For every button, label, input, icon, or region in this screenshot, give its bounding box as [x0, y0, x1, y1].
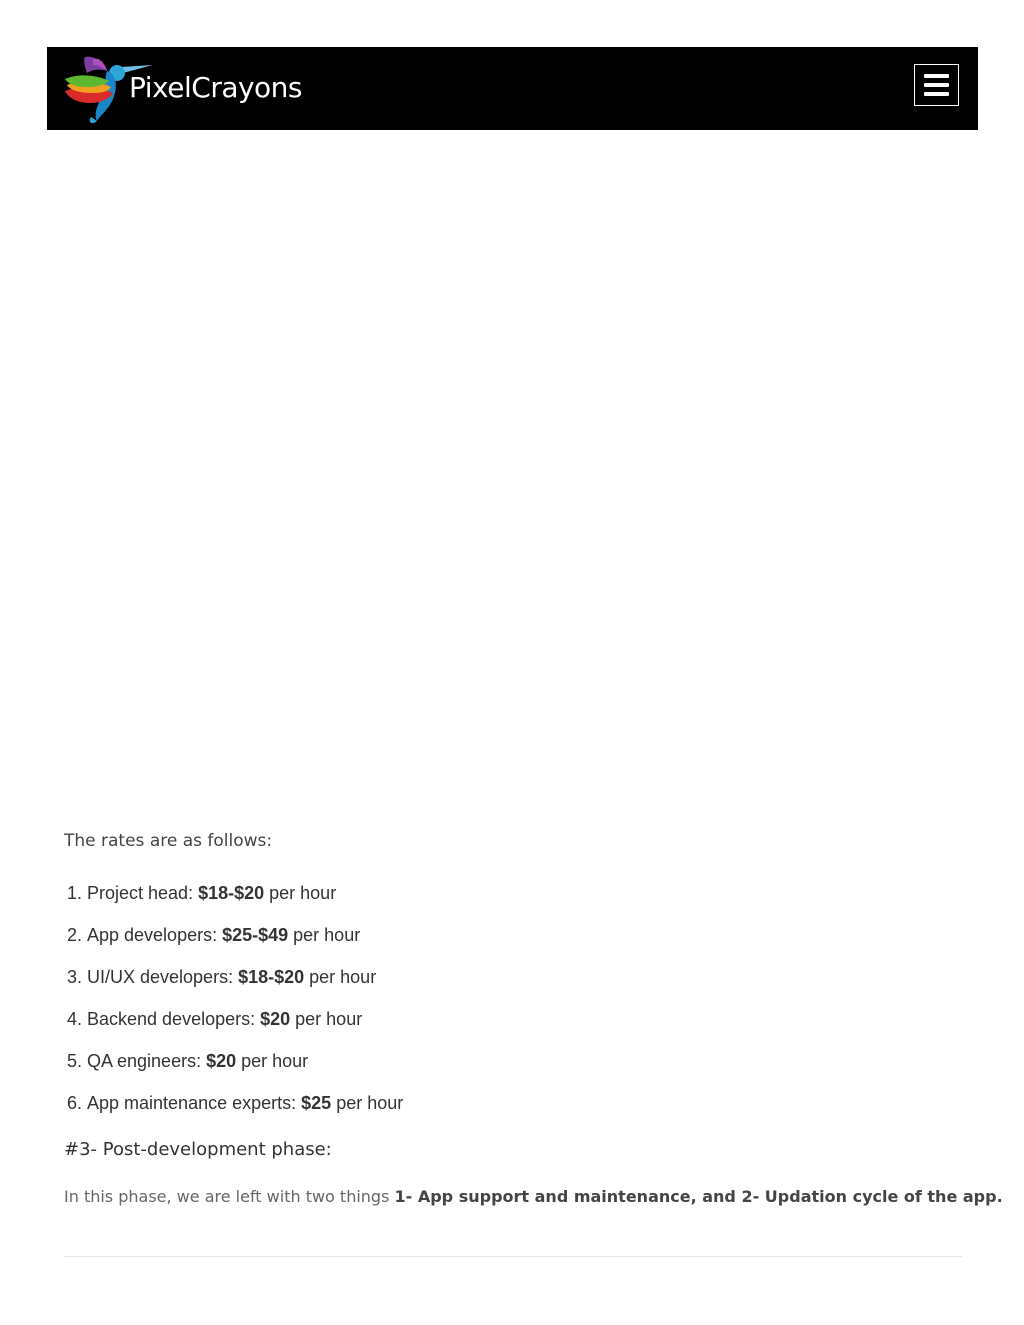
- rate-text: [87, 962, 376, 1004]
- rate-suffix: per hour: [236, 1051, 309, 1071]
- rate-text: [87, 1088, 403, 1130]
- rates-intro: The rates are as follows:: [64, 831, 273, 851]
- phase-text-bold: 1- App support and maintenance, and 2- Updation cycle of the app.: [394, 1187, 1003, 1206]
- brand-name: PixelCrayons: [129, 70, 303, 104]
- rate-text: [87, 920, 360, 962]
- rate-list-item: [64, 878, 962, 920]
- rate-value: $18-$20: [238, 967, 305, 987]
- rate-value: $25-$49: [222, 925, 289, 945]
- rate-suffix: per hour: [290, 1009, 363, 1029]
- rate-text: [87, 1046, 308, 1088]
- rate-list-item: [64, 1046, 962, 1088]
- brand-logo-link[interactable]: [63, 53, 302, 125]
- rate-value: $18-$20: [198, 883, 265, 903]
- rate-role: App developers:: [87, 925, 223, 945]
- rate-number: 2.: [67, 925, 83, 945]
- rate-list-item: [64, 1088, 962, 1130]
- hamburger-menu-icon: [924, 74, 949, 78]
- rate-suffix: per hour: [331, 1093, 404, 1113]
- rate-number: 5.: [67, 1051, 83, 1071]
- section-divider: [64, 1256, 962, 1257]
- rate-list-item: [64, 920, 962, 962]
- article-content: [64, 826, 1003, 1212]
- rate-number: 6.: [67, 1093, 83, 1113]
- rate-role: Backend developers:: [87, 1009, 261, 1029]
- rate-suffix: per hour: [304, 967, 377, 987]
- rate-role: App maintenance experts:: [87, 1093, 302, 1113]
- rate-value: $25: [301, 1093, 332, 1113]
- rate-suffix: per hour: [288, 925, 361, 945]
- rate-number: 3.: [67, 967, 83, 987]
- phase-text-plain: In this phase, we are left with two things: [64, 1187, 395, 1206]
- site-header: [47, 47, 978, 130]
- rates-list: [64, 878, 962, 1130]
- hamburger-menu-button[interactable]: [914, 64, 959, 106]
- rate-role: UI/UX developers:: [87, 967, 239, 987]
- rate-number: 4.: [67, 1009, 83, 1029]
- rate-role: QA engineers:: [87, 1051, 207, 1071]
- rate-value: $20: [260, 1009, 291, 1029]
- rate-role: Project head:: [87, 883, 199, 903]
- rate-text: [87, 878, 336, 920]
- rate-list-item: [64, 1004, 962, 1046]
- phase-description: [64, 1182, 1003, 1212]
- rate-value: $20: [206, 1051, 237, 1071]
- rate-list-item: [64, 962, 962, 1004]
- phase-heading: #3- Post-development phase:: [64, 1139, 332, 1160]
- rate-number: 1.: [67, 883, 83, 903]
- rate-text: [87, 1004, 362, 1046]
- rate-suffix: per hour: [264, 883, 337, 903]
